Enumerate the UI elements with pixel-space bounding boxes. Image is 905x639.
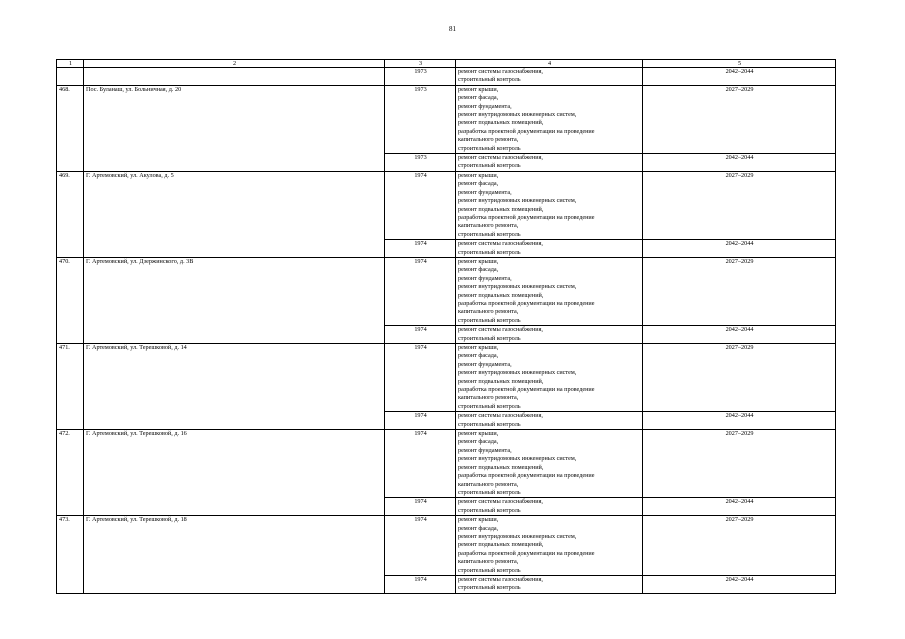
work-line: ремонт внутридомовых инженерных систем, <box>458 197 577 205</box>
work-line: ремонт системы газоснабжения, <box>458 240 543 248</box>
table-row <box>57 516 836 576</box>
table-row <box>57 85 836 153</box>
period-cell: 2042–2044 <box>643 326 836 344</box>
work-line: разработка проектной документации на проведение <box>458 213 595 221</box>
work-line: ремонт внутридомовых инженерных систем, <box>458 532 577 540</box>
period-cell: 2042–2044 <box>643 498 836 516</box>
period-cell: 2027–2029 <box>643 430 836 498</box>
address-cell: Г. Артемовский, ул. Акулова, д. 5 <box>84 171 385 257</box>
page-number: 81 <box>449 25 456 33</box>
works-cell <box>456 575 643 593</box>
year-cell: 1974 <box>385 430 456 498</box>
works-cell <box>456 85 643 153</box>
work-line: ремонт крыши, <box>458 430 499 438</box>
year-cell: 1974 <box>385 575 456 593</box>
work-line: ремонт крыши, <box>458 171 499 179</box>
column-header-5: 5 <box>643 60 836 68</box>
work-line: капитального ремонта, <box>458 308 519 316</box>
address-cell <box>84 68 385 86</box>
year-cell: 1974 <box>385 171 456 239</box>
work-line: строительный контроль <box>458 248 521 256</box>
address-cell: Г. Артемовский, ул. Дзержинского, д. 3В <box>84 257 385 343</box>
period-cell: 2027–2029 <box>643 171 836 239</box>
year-cell: 1974 <box>385 498 456 516</box>
header-row <box>57 60 836 68</box>
row-number-cell: 472. <box>57 430 84 516</box>
work-line: ремонт фасада, <box>458 94 499 102</box>
table-row <box>57 171 836 239</box>
period-cell: 2042–2044 <box>643 240 836 258</box>
work-line: ремонт фасада, <box>458 352 499 360</box>
work-line: разработка проектной документации на проведение <box>458 386 595 394</box>
works-cell <box>456 154 643 172</box>
work-line: ремонт фундамента, <box>458 188 512 196</box>
column-header-2: 2 <box>84 60 385 68</box>
row-number-cell: 469. <box>57 171 84 257</box>
work-line: ремонт внутридомовых инженерных систем, <box>458 455 577 463</box>
column-header-1: 1 <box>57 60 84 68</box>
repair-schedule-table <box>56 59 836 594</box>
work-line: капитального ремонта, <box>458 394 519 402</box>
work-line: ремонт внутридомовых инженерных систем, <box>458 369 577 377</box>
work-line: ремонт системы газоснабжения, <box>458 154 543 162</box>
year-cell: 1974 <box>385 412 456 430</box>
period-cell: 2042–2044 <box>643 68 836 86</box>
work-line: ремонт внутридомовых инженерных систем, <box>458 111 577 119</box>
table-row <box>57 344 836 412</box>
work-line: строительный контроль <box>458 402 521 410</box>
works-cell <box>456 68 643 86</box>
works-cell <box>456 412 643 430</box>
works-cell <box>456 498 643 516</box>
work-line: разработка проектной документации на проведение <box>458 472 595 480</box>
year-cell: 1974 <box>385 344 456 412</box>
period-cell: 2027–2029 <box>643 85 836 153</box>
work-line: строительный контроль <box>458 162 521 170</box>
work-line: ремонт фундамента, <box>458 102 512 110</box>
period-cell: 2042–2044 <box>643 575 836 593</box>
work-line: строительный контроль <box>458 316 521 324</box>
work-line: строительный контроль <box>458 76 521 84</box>
work-line: ремонт фундамента, <box>458 360 512 368</box>
work-line: ремонт крыши, <box>458 516 499 524</box>
work-line: капитального ремонта, <box>458 480 519 488</box>
address-cell: Г. Артемовский, ул. Терешковой, д. 16 <box>84 430 385 516</box>
work-line: строительный контроль <box>458 506 521 514</box>
works-cell <box>456 326 643 344</box>
work-line: ремонт подвальных помещений, <box>458 463 544 471</box>
row-number-cell <box>57 68 84 86</box>
work-line: строительный контроль <box>458 584 521 592</box>
year-cell: 1974 <box>385 257 456 325</box>
work-line: ремонт системы газоснабжения, <box>458 326 543 334</box>
work-line: ремонт фундамента, <box>458 446 512 454</box>
work-line: ремонт фасада, <box>458 180 499 188</box>
period-cell: 2042–2044 <box>643 154 836 172</box>
works-cell <box>456 430 643 498</box>
works-cell <box>456 344 643 412</box>
year-cell: 1974 <box>385 240 456 258</box>
work-line: ремонт внутридомовых инженерных систем, <box>458 283 577 291</box>
work-line: ремонт крыши, <box>458 85 499 93</box>
year-cell: 1974 <box>385 326 456 344</box>
work-line: ремонт фасада, <box>458 266 499 274</box>
work-line: ремонт подвальных помещений, <box>458 119 544 127</box>
period-cell: 2027–2029 <box>643 344 836 412</box>
work-line: ремонт фундамента, <box>458 274 512 282</box>
work-line: ремонт подвальных помещений, <box>458 541 544 549</box>
column-header-4: 4 <box>456 60 643 68</box>
table-row <box>57 68 836 86</box>
work-line: ремонт фасада, <box>458 524 499 532</box>
work-line: строительный контроль <box>458 566 521 574</box>
work-line: капитального ремонта, <box>458 222 519 230</box>
period-cell: 2042–2044 <box>643 412 836 430</box>
year-cell: 1973 <box>385 68 456 86</box>
works-cell <box>456 171 643 239</box>
table-body <box>57 60 836 594</box>
year-cell: 1973 <box>385 85 456 153</box>
work-line: ремонт системы газоснабжения, <box>458 412 543 420</box>
work-line: ремонт фасада, <box>458 438 499 446</box>
row-number-cell: 468. <box>57 85 84 171</box>
work-line: ремонт подвальных помещений, <box>458 291 544 299</box>
work-line: строительный контроль <box>458 230 521 238</box>
work-line: ремонт подвальных помещений, <box>458 205 544 213</box>
work-line: строительный контроль <box>458 488 521 496</box>
work-line: ремонт крыши, <box>458 344 499 351</box>
column-header-3: 3 <box>385 60 456 68</box>
address-cell: Пос. Буланаш, ул. Больничная, д. 20 <box>84 85 385 171</box>
address-cell: Г. Артемовский, ул. Терешковой, д. 14 <box>84 344 385 430</box>
works-cell <box>456 257 643 325</box>
work-line: ремонт крыши, <box>458 257 499 265</box>
works-cell <box>456 240 643 258</box>
work-line: разработка проектной документации на проведение <box>458 127 595 135</box>
period-cell: 2027–2029 <box>643 257 836 325</box>
work-line: строительный контроль <box>458 144 521 152</box>
work-line: строительный контроль <box>458 334 521 342</box>
work-line: ремонт системы газоснабжения, <box>458 68 543 75</box>
row-number-cell: 473. <box>57 516 84 594</box>
works-cell <box>456 516 643 576</box>
work-line: капитального ремонта, <box>458 558 519 566</box>
work-line: строительный контроль <box>458 420 521 428</box>
address-cell: Г. Артемовский, ул. Терешковой, д. 18 <box>84 516 385 594</box>
row-number-cell: 470. <box>57 257 84 343</box>
table-row <box>57 430 836 498</box>
year-cell: 1973 <box>385 154 456 172</box>
period-cell: 2027–2029 <box>643 516 836 576</box>
work-line: капитального ремонта, <box>458 136 519 144</box>
row-number-cell: 471. <box>57 344 84 430</box>
table-row <box>57 257 836 325</box>
work-line: ремонт подвальных помещений, <box>458 377 544 385</box>
work-line: разработка проектной документации на проведение <box>458 299 595 307</box>
year-cell: 1974 <box>385 516 456 576</box>
work-line: ремонт системы газоснабжения, <box>458 575 543 583</box>
work-line: разработка проектной документации на проведение <box>458 549 595 557</box>
work-line: ремонт системы газоснабжения, <box>458 498 543 506</box>
